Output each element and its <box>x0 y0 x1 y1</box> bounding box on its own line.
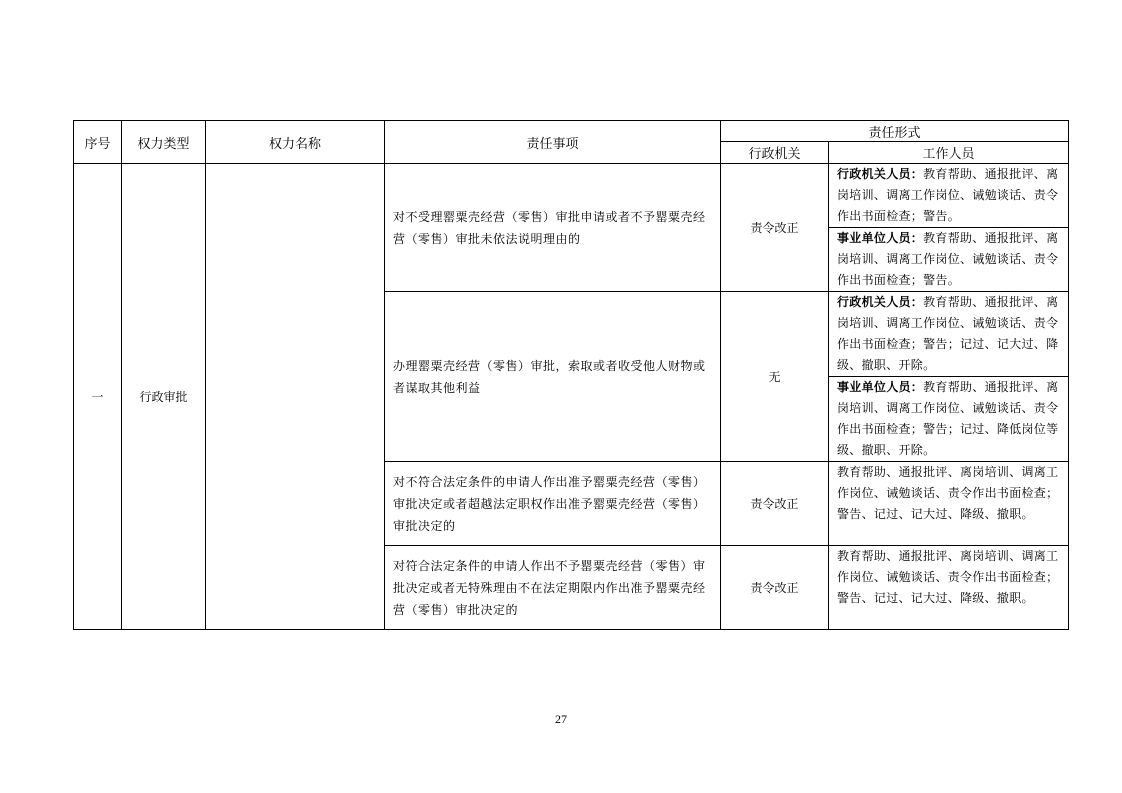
table-row <box>74 164 1069 228</box>
responsibility-item: 办理罂粟壳经营（零售）审批，索取或者收受他人财物或者谋取其他利益 <box>385 292 721 462</box>
staff-text: 教育帮助、通报批评、离岗培训、调离工作岗位、诫勉谈话、责令作出书面检查；警告；记过、记大过、降级、撤职、开除。 <box>837 295 1059 372</box>
staff-penalty <box>829 228 1069 292</box>
staff-penalty <box>829 292 1069 377</box>
staff-text: 教育帮助、通报批评、离岗培训、调离工作岗位、诫勉谈话、责令作出书面检查；警告。 <box>837 167 1059 223</box>
admin-org-measure: 责令改正 <box>721 546 829 630</box>
staff-penalty <box>829 377 1069 462</box>
staff-text: 教育帮助、通报批评、离岗培训、调离工作岗位、诫勉谈话、责令作出书面检查；警告、记过、记大过、降级、撤职。 <box>837 549 1059 605</box>
responsibility-item: 对符合法定条件的申请人作出不予罂粟壳经营（零售）审批决定或者无特殊理由不在法定期限内作出准予罂粟壳经营（零售）审批决定的 <box>385 546 721 630</box>
staff-text: 教育帮助、通报批评、离岗培训、调离工作岗位、诫勉谈话、责令作出书面检查；警告、记过、记大过、降级、撤职。 <box>837 465 1059 521</box>
admin-org-measure: 责令改正 <box>721 462 829 546</box>
admin-org-measure: 责令改正 <box>721 164 829 292</box>
responsibility-table <box>73 120 1069 630</box>
responsibility-item: 对不受理罂粟壳经营（零售）审批申请或者不予罂粟壳经营（零售）审批未依法说明理由的 <box>385 164 721 292</box>
header-admin-org: 行政机关 <box>721 142 829 164</box>
staff-label: 行政机关人员： <box>837 167 924 181</box>
staff-penalty <box>829 164 1069 228</box>
group-power-name <box>206 164 385 630</box>
admin-org-measure: 无 <box>721 292 829 462</box>
staff-text: 教育帮助、通报批评、离岗培训、调离工作岗位、诫勉谈话、责令作出书面检查；警告；记过、降低岗位等级、撤职、开除。 <box>837 380 1059 457</box>
staff-label: 事业单位人员： <box>837 231 924 245</box>
group-index: 一 <box>74 164 122 630</box>
header-resp-form: 责任形式 <box>721 121 1069 142</box>
group-power-type: 行政审批 <box>122 164 206 630</box>
header-responsibility: 责任事项 <box>385 121 721 164</box>
header-power-type: 权力类型 <box>122 121 206 164</box>
header-staff: 工作人员 <box>829 142 1069 164</box>
staff-penalty <box>829 462 1069 546</box>
staff-label: 行政机关人员： <box>837 295 924 309</box>
staff-label: 事业单位人员： <box>837 380 924 394</box>
header-power-name: 权力名称 <box>206 121 385 164</box>
staff-penalty <box>829 546 1069 630</box>
header-index: 序号 <box>74 121 122 164</box>
staff-text: 教育帮助、通报批评、离岗培训、调离工作岗位、诫勉谈话、责令作出书面检查；警告。 <box>837 231 1059 287</box>
page-number: 27 <box>555 712 567 726</box>
header-row <box>74 121 1069 142</box>
responsibility-item: 对不符合法定条件的申请人作出准予罂粟壳经营（零售）审批决定或者超越法定职权作出准予罂粟壳经营（零售）审批决定的 <box>385 462 721 546</box>
